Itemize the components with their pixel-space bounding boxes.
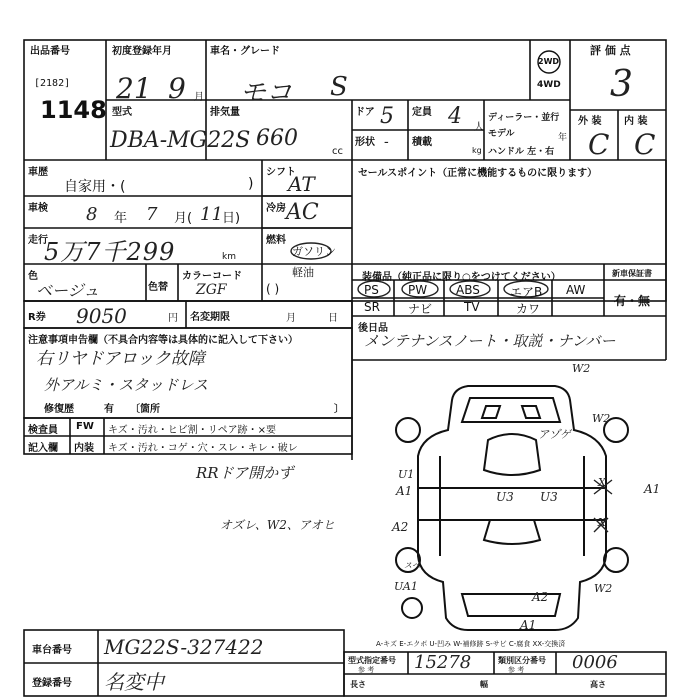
damage-legend: A-キズ E-エクボ U-凹み W-補修跡 S-サビ C-腐食 XX-交換済 [376, 640, 566, 648]
color: ベージュ [36, 281, 100, 300]
reg-label: 登録番号 [32, 678, 72, 689]
doors: 5 [380, 104, 394, 129]
after-parts-label: 後日品 [358, 323, 388, 334]
equip-airbag: エアB [510, 285, 543, 299]
year-suffix: 年 [558, 133, 568, 143]
repair-value: 有 [104, 404, 114, 415]
color-code-label: カラーコード [182, 271, 242, 282]
first-reg-label: 初度登録年月 [112, 46, 172, 57]
mark-u3-b: U3 [540, 490, 558, 504]
drive-4wd: 4WD [537, 80, 561, 90]
fuel-diesel: 軽油 [292, 266, 314, 279]
mark-a2-left: A2 [392, 520, 409, 534]
day-char: 日) [222, 211, 241, 226]
mark-x-2: X [598, 516, 606, 529]
repair-label: 修復歴 [44, 404, 74, 415]
lot-number: 1148 [40, 96, 107, 124]
color-code: ZGF [196, 282, 227, 298]
mark-u3-a: U3 [496, 490, 514, 504]
equip-ps: PS [364, 283, 379, 297]
month-suffix: 月 [194, 92, 204, 103]
car-name: モコ [240, 78, 293, 108]
mark-a2-bottom: A2 [532, 590, 549, 604]
width-label: 幅 [480, 680, 488, 689]
equip-navi: ナビ [408, 302, 433, 316]
score: 3 [610, 64, 633, 105]
chassis: MG22S-327422 [104, 635, 264, 659]
warranty-value: 有・無 [614, 294, 651, 308]
chassis-label: 車台番号 [32, 645, 72, 656]
shift: AT [288, 172, 315, 196]
interior-items: キズ・汚れ・コゲ・穴・スレ・キレ・破レ [108, 443, 298, 454]
color-label: 色 [28, 271, 38, 282]
mark-u1: U1 [398, 468, 415, 481]
inspector-label2: 記入欄 [28, 443, 58, 454]
fuel-gas: ガソリン [292, 245, 336, 258]
fuel-paren: ( ) [266, 282, 280, 296]
interior-items-label: 内装 [74, 443, 94, 454]
ac: AC [286, 200, 319, 225]
class-label: 類別区分番号 [498, 656, 546, 665]
drive-2wd: 2WD [538, 57, 560, 66]
notes-line2: 外アルミ・スタッドレス [44, 376, 208, 394]
repair-close: 〕 [334, 404, 344, 415]
equip-aw: AW [566, 283, 586, 297]
usage-label: 車歴 [28, 167, 48, 178]
ref-label: 参 考 [358, 666, 375, 674]
mark-w2-top: W2 [572, 362, 591, 375]
mark-azoge: アゾゲ [538, 428, 571, 441]
mark-ua1: UA1 [394, 580, 418, 593]
mark-a1-bottom: A1 [520, 618, 537, 632]
month-char: 月( [174, 211, 193, 226]
car-name-label: 車名・グレード [210, 46, 280, 57]
mileage-label: 走行 [28, 235, 48, 246]
kg-unit: kg [472, 146, 482, 155]
shape-label: 形状 [355, 137, 375, 148]
interior-grade: C [634, 128, 656, 161]
exterior-grade: C [588, 128, 610, 161]
first-reg-month: 9 [168, 72, 186, 105]
memo-1: RRドア開かず [196, 464, 294, 482]
model: DBA-MG22S [110, 128, 251, 153]
after-parts: メンテナンスノート・取説・ナンバー [364, 332, 616, 350]
color-change-label: 色替 [148, 282, 168, 293]
type-cert: 15278 [414, 652, 472, 673]
load-label: 積載 [412, 137, 432, 148]
equip-pw: PW [408, 283, 428, 297]
r-ticket-label: R券 [28, 312, 46, 323]
equip-leather: カワ [516, 302, 541, 316]
mark-spare: スペ [404, 561, 420, 570]
lot-code: [2182] [34, 78, 71, 89]
notes-label: 注意事項申告欄（不具合内容等は具体的に記入して下さい） [28, 335, 298, 346]
exterior-label: 外 装 [578, 116, 602, 127]
mark-x-1: X [598, 476, 606, 489]
class: 0006 [572, 652, 618, 673]
insp-day: 11 [200, 204, 223, 225]
memo-2: オズレ、W2、アオヒ [220, 518, 335, 532]
sales-point-label: セールスポイント（正常に機能するものに限ります） [358, 168, 598, 179]
equip-tv: TV [464, 300, 480, 314]
capacity: 4 [448, 104, 462, 129]
usage: 自家用・( [64, 179, 126, 195]
model-year-label: モデル [488, 129, 515, 139]
insp-year: 8 [86, 204, 98, 225]
yen-unit: 円 [168, 313, 178, 324]
notes-line1: 右リヤドアロック故障 [36, 349, 205, 369]
shift-label: シフト [266, 167, 296, 178]
mark-w2-bottom: W2 [594, 582, 613, 595]
interior-label: 内 装 [624, 116, 648, 127]
fuel-label: 燃料 [266, 235, 286, 246]
tax-label: 名変期限 [190, 312, 230, 323]
inspection-label: 車検 [28, 203, 48, 214]
lot-label: 出品番号 [30, 46, 70, 57]
mark-w2-right: W2 [592, 412, 611, 425]
tax-day: 日 [328, 313, 338, 324]
km-unit: km [222, 252, 236, 262]
fw-items: キズ・汚れ・ヒビ割・リペア跡・×要 [108, 425, 276, 436]
shape: - [384, 134, 389, 150]
length-label: 長さ [350, 680, 366, 689]
score-label: 評 価 点 [590, 44, 631, 57]
capacity-label: 定員 [412, 107, 432, 118]
repair-detail: 〔箇所 [130, 404, 160, 415]
inspector-label: 検査員 [28, 425, 58, 436]
mileage: 5万7千299 [44, 238, 176, 266]
mark-a1-left: A1 [396, 484, 413, 498]
fw-label: FW [76, 421, 94, 432]
height-label: 高さ [590, 680, 606, 689]
person-unit: 人 [474, 122, 484, 133]
displacement: 660 [256, 126, 298, 151]
equip-sr: SR [364, 300, 380, 314]
dealer-label: ディーラー・並行 [488, 113, 560, 123]
reg: 名変中 [104, 670, 164, 694]
mark-a1-right: A1 [644, 482, 661, 496]
handle-label: ハンドル 左・右 [488, 147, 555, 157]
type-cert-label: 型式指定番号 [348, 656, 396, 665]
insp-month: 7 [146, 204, 158, 225]
ref2-label: 参 考 [508, 666, 525, 674]
first-reg-year: 21 [116, 72, 152, 105]
warranty-label: 新車保証書 [612, 269, 652, 278]
model-label: 型式 [112, 107, 132, 118]
r-ticket: 9050 [76, 304, 127, 328]
grade: S [330, 72, 348, 102]
usage-close: ) [248, 176, 254, 192]
equip-abs: ABS [456, 283, 480, 297]
tax-month: 月 [286, 313, 296, 324]
equipment-label: 装備品（純正品に限り○をつけてください） [362, 272, 561, 283]
cc-unit: cc [332, 146, 343, 157]
ac-label: 冷房 [266, 203, 286, 214]
year-char: 年 [114, 211, 128, 226]
doors-label: ドア [355, 107, 375, 118]
displacement-label: 排気量 [210, 107, 240, 118]
